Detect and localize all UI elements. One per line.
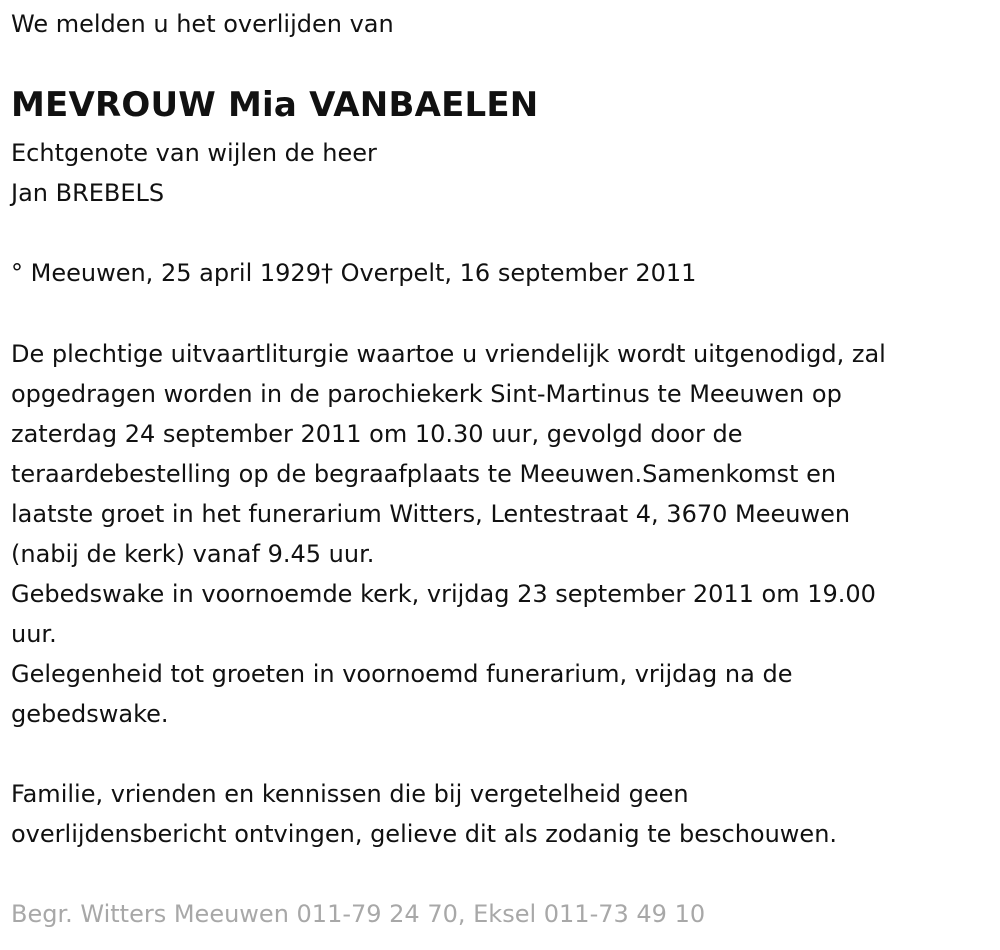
relation-text: Echtgenote van wijlen de heer (11, 139, 377, 167)
closing-paragraph (11, 774, 996, 854)
birth-death-dates: ° Meeuwen, 25 april 1929† Overpelt, 16 september 2011 (11, 259, 697, 287)
closing-line: overlijdensbericht ontvingen, gelieve dit als zodanig te beschouwen. (11, 820, 838, 848)
ceremony-line: Gebedswake in voornoemde kerk, vrijdag 23 september 2011 om 19.00 (11, 580, 876, 608)
ceremony-line: opgedragen worden in de parochiekerk Sint-Martinus te Meeuwen op (11, 380, 842, 408)
ceremony-line: uur. (11, 620, 57, 648)
ceremony-line: (nabij de kerk) vanaf 9.45 uur. (11, 540, 375, 568)
ceremony-line: zaterdag 24 september 2011 om 10.30 uur, gevolgd door de (11, 420, 743, 448)
spouse-name: Jan BREBELS (11, 179, 165, 207)
ceremony-line: Gelegenheid tot groeten in voornoemd funerarium, vrijdag na de (11, 660, 793, 688)
ceremony-line: gebedswake. (11, 700, 169, 728)
intro-text: We melden u het overlijden van (11, 10, 394, 38)
ceremony-line: De plechtige uitvaartliturgie waartoe u vriendelijk wordt uitgenodigd, zal (11, 340, 886, 368)
ceremony-line: teraardebestelling op de begraafplaats te Meeuwen.Samenkomst en (11, 460, 837, 488)
deceased-name: MEVROUW Mia VANBAELEN (11, 85, 539, 125)
closing-line: Familie, vrienden en kennissen die bij vergetelheid geen (11, 780, 689, 808)
ceremony-line: laatste groet in het funerarium Witters, Lentestraat 4, 3670 Meeuwen (11, 500, 851, 528)
ceremony-paragraph (11, 334, 996, 734)
funeral-home-footer: Begr. Witters Meeuwen 011-79 24 70, Eksel 011-73 49 10 (11, 900, 706, 928)
